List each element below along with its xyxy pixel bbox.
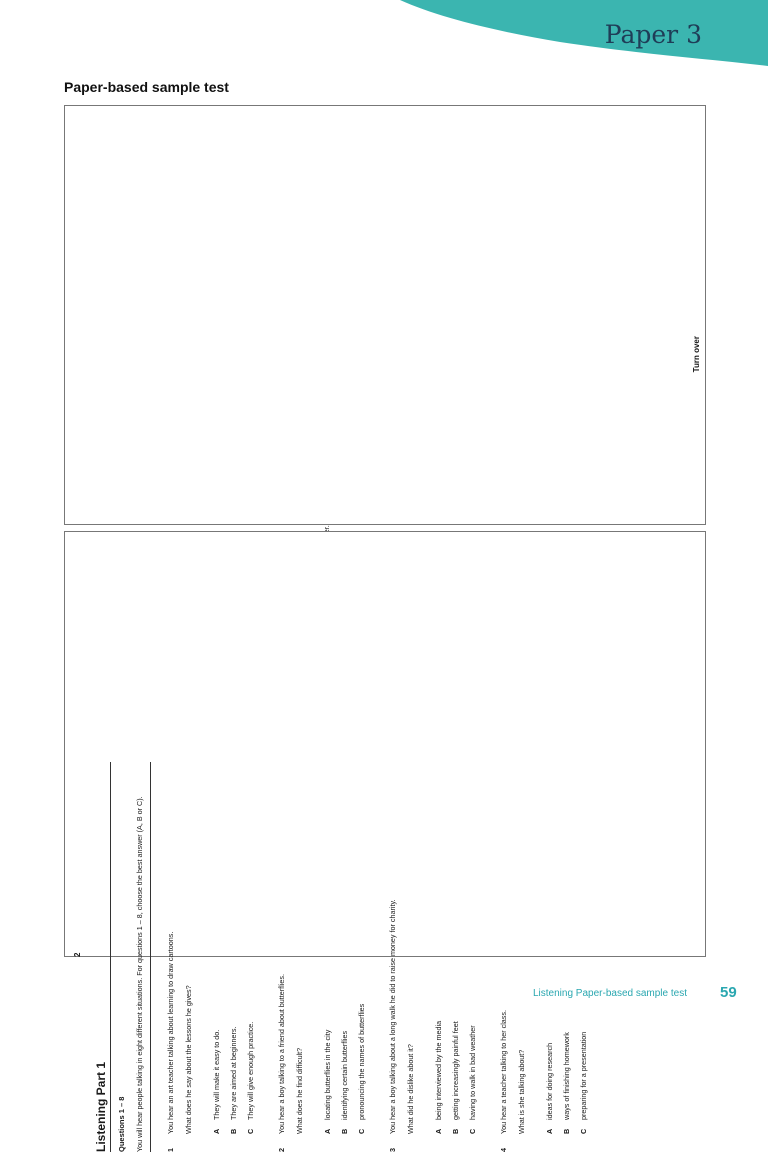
- option-letter: B: [229, 1128, 238, 1134]
- question-stem: What did he dislike about it?: [406, 1044, 415, 1134]
- answer-option: [324, 752, 341, 1152]
- answer-option: [230, 752, 247, 1152]
- question-row: [500, 752, 518, 1152]
- questions-subheading: Questions 1 – 8: [117, 1096, 126, 1152]
- option-text: preparing for a presentation: [579, 1031, 588, 1120]
- questions-1-4: [167, 752, 611, 1152]
- part-1-intro: [95, 762, 151, 1152]
- question-gap: [486, 752, 500, 1152]
- question-text: You hear an art teacher talking about learning to draw cartoons.: [166, 931, 175, 1134]
- footer-page-number: 59: [720, 984, 737, 1001]
- option-text: being interviewed by the media: [434, 1020, 443, 1120]
- footer-section-label: Listening Paper-based sample test: [533, 988, 687, 999]
- question-2: [278, 752, 389, 1152]
- section-title: Paper-based sample test: [64, 79, 229, 95]
- option-letter: B: [562, 1128, 571, 1134]
- question-stem: What is she talking about?: [517, 1049, 526, 1134]
- turn-over-label: Turn over: [692, 336, 701, 373]
- option-letter: A: [323, 1128, 332, 1134]
- page-number-2: 2: [73, 952, 82, 957]
- question-3: [389, 752, 500, 1152]
- question-text: You hear a teacher talking to her class.: [499, 1010, 508, 1134]
- option-letter: C: [246, 1128, 255, 1134]
- instructions-rule: [150, 762, 151, 1152]
- question-1: [167, 752, 278, 1152]
- option-letter: C: [579, 1128, 588, 1134]
- option-text: getting increasingly painful feet: [451, 1021, 460, 1120]
- answer-option: [435, 752, 452, 1152]
- question-text: You hear a boy talking to a friend about butterflies.: [277, 974, 286, 1134]
- option-text: They will make it easy to do.: [212, 1029, 221, 1120]
- answer-option: [247, 752, 264, 1152]
- option-letter: B: [451, 1128, 460, 1134]
- part-heading: Listening Part 1: [94, 1061, 108, 1152]
- question-number: 1: [166, 1148, 175, 1152]
- answer-option: [546, 752, 563, 1152]
- answer-option: [452, 752, 469, 1152]
- answer-option: [358, 752, 375, 1152]
- instructions: You will hear people talking in eight different situations. For questions 1 – 8, choose the best answer (A, B or C).: [134, 796, 144, 1152]
- question-4: [500, 752, 611, 1152]
- option-letter: B: [340, 1128, 349, 1134]
- question-row: [278, 752, 296, 1152]
- question-stem: What does he find difficult?: [295, 1047, 304, 1134]
- option-letter: C: [468, 1128, 477, 1134]
- paper-title: Paper 3: [604, 20, 702, 49]
- answer-option: [469, 752, 486, 1152]
- question-gap: [375, 752, 389, 1152]
- question-row: [389, 752, 407, 1152]
- option-letter: C: [357, 1128, 366, 1134]
- option-text: ways of finishing homework: [562, 1032, 571, 1120]
- option-letter: A: [212, 1128, 221, 1134]
- option-letter: A: [434, 1128, 443, 1134]
- option-letter: A: [545, 1128, 554, 1134]
- option-text: pronouncing the names of butterflies: [357, 1003, 366, 1120]
- heading-rule: [110, 762, 111, 1152]
- exam-page-3: [64, 105, 706, 525]
- option-text: locating butterflies in the city: [323, 1029, 332, 1120]
- question-row: [167, 752, 185, 1152]
- option-text: They will give enough practice.: [246, 1021, 255, 1120]
- question-text: You hear a boy talking about a long walk he did to raise money for charity.: [388, 899, 397, 1134]
- answer-option: [563, 752, 580, 1152]
- answer-option: [580, 752, 597, 1152]
- question-gap: [597, 752, 611, 1152]
- answer-option: [341, 752, 358, 1152]
- option-text: They are aimed at beginners.: [229, 1026, 238, 1120]
- option-text: ideas for doing research: [545, 1042, 554, 1120]
- question-number: 2: [277, 1148, 286, 1152]
- question-number: 4: [499, 1148, 508, 1152]
- answer-option: [213, 752, 230, 1152]
- question-stem: What does he say about the lessons he gives?: [184, 985, 193, 1134]
- question-number: 3: [388, 1148, 397, 1152]
- option-text: identifying certain butterflies: [340, 1030, 349, 1120]
- question-gap: [264, 752, 278, 1152]
- option-text: having to walk in bad weather: [468, 1025, 477, 1120]
